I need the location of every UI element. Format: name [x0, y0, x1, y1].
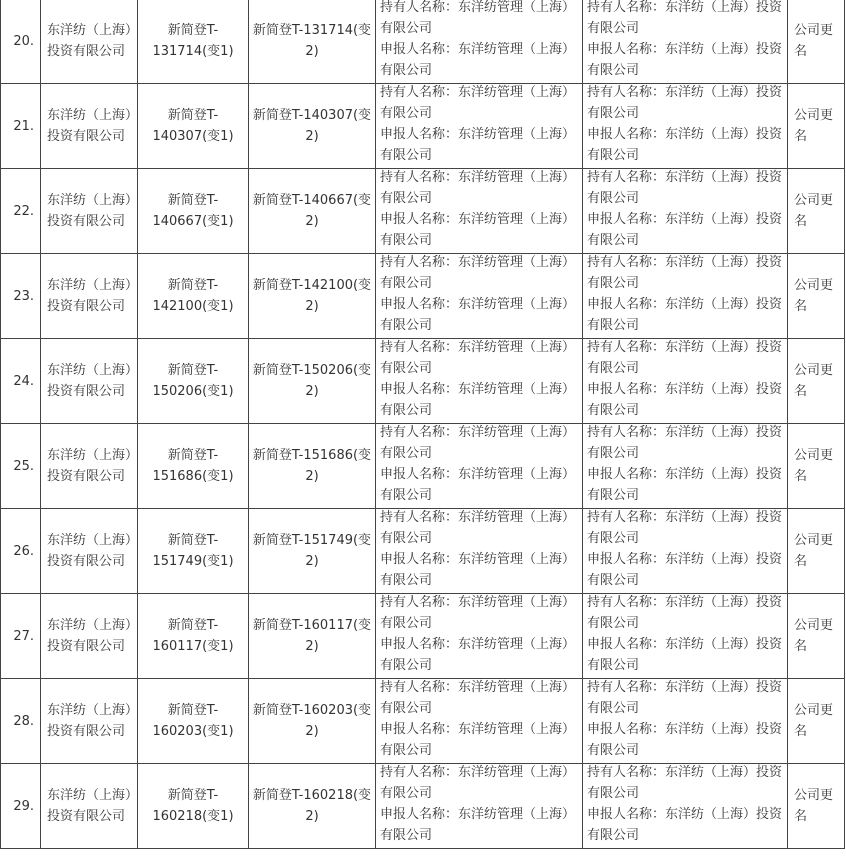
new-registration-code: 新简登T-140667(变2): [249, 169, 376, 254]
original-registration-code: 新简登T-160117(变1): [138, 594, 249, 679]
content-after-change: [583, 0, 788, 84]
change-type: 公司更名: [788, 169, 845, 254]
applicant-name-after: 申报人名称：东洋纺（上海）投资有限公司: [587, 42, 783, 78]
row-number: 25.: [1, 424, 41, 509]
applicant-name-after: 申报人名称：东洋纺（上海）投资有限公司: [587, 382, 783, 418]
applicant-name-before: 申报人名称：东洋纺管理（上海）有限公司: [380, 722, 576, 758]
applicant-name-after: 申报人名称：东洋纺（上海）投资有限公司: [587, 807, 783, 843]
holder-name-before: 持有人名称：东洋纺管理（上海）有限公司: [380, 255, 576, 291]
row-number: 28.: [1, 679, 41, 764]
applicant-name-after: 申报人名称：东洋纺（上海）投资有限公司: [587, 722, 783, 758]
original-registration-code: 新简登T-140307(变1): [138, 84, 249, 169]
change-type: 公司更名: [788, 509, 845, 594]
applicant-name-after: 申报人名称：东洋纺（上海）投资有限公司: [587, 297, 783, 333]
table-row: [1, 339, 845, 424]
holder-name-before: 持有人名称：东洋纺管理（上海）有限公司: [380, 595, 576, 631]
applicant-name-before: 申报人名称：东洋纺管理（上海）有限公司: [380, 42, 576, 78]
applicant-name-before: 申报人名称：东洋纺管理（上海）有限公司: [380, 637, 576, 673]
change-type: 公司更名: [788, 424, 845, 509]
content-after-change: [583, 679, 788, 764]
content-after-change: [583, 339, 788, 424]
holder-name-after: 持有人名称：东洋纺（上海）投资有限公司: [587, 340, 783, 376]
change-type: 公司更名: [788, 0, 845, 84]
holder-name-after: 持有人名称：东洋纺（上海）投资有限公司: [587, 85, 783, 121]
row-number: 24.: [1, 339, 41, 424]
holder-name-before: 持有人名称：东洋纺管理（上海）有限公司: [380, 765, 576, 801]
holder-name-before: 持有人名称：东洋纺管理（上海）有限公司: [380, 170, 576, 206]
applicant-name-after: 申报人名称：东洋纺（上海）投资有限公司: [587, 212, 783, 248]
applicant-name-before: 申报人名称：东洋纺管理（上海）有限公司: [380, 552, 576, 588]
applicant-name-after: 申报人名称：东洋纺（上海）投资有限公司: [587, 637, 783, 673]
content-before-change: [376, 84, 583, 169]
table-row: [1, 764, 845, 849]
content-after-change: [583, 509, 788, 594]
change-type: 公司更名: [788, 594, 845, 679]
original-registration-code: 新简登T-160203(变1): [138, 679, 249, 764]
applicant-company: 东洋纺（上海）投资有限公司: [41, 424, 138, 509]
applicant-company: 东洋纺（上海）投资有限公司: [41, 509, 138, 594]
content-after-change: [583, 424, 788, 509]
new-registration-code: 新简登T-160218(变2): [249, 764, 376, 849]
holder-name-after: 持有人名称：东洋纺（上海）投资有限公司: [587, 0, 783, 36]
applicant-company: 东洋纺（上海）投资有限公司: [41, 84, 138, 169]
new-registration-code: 新简登T-142100(变2): [249, 254, 376, 339]
content-before-change: [376, 424, 583, 509]
table-row: [1, 0, 845, 84]
content-before-change: [376, 254, 583, 339]
applicant-company: 东洋纺（上海）投资有限公司: [41, 0, 138, 84]
content-after-change: [583, 84, 788, 169]
new-registration-code: 新简登T-160117(变2): [249, 594, 376, 679]
applicant-name-before: 申报人名称：东洋纺管理（上海）有限公司: [380, 212, 576, 248]
original-registration-code: 新简登T-151749(变1): [138, 509, 249, 594]
new-registration-code: 新简登T-150206(变2): [249, 339, 376, 424]
original-registration-code: 新简登T-131714(变1): [138, 0, 249, 84]
original-registration-code: 新简登T-142100(变1): [138, 254, 249, 339]
holder-name-before: 持有人名称：东洋纺管理（上海）有限公司: [380, 680, 576, 716]
row-number: 26.: [1, 509, 41, 594]
content-before-change: [376, 594, 583, 679]
content-after-change: [583, 254, 788, 339]
row-number: 20.: [1, 0, 41, 84]
applicant-company: 东洋纺（上海）投资有限公司: [41, 169, 138, 254]
holder-name-after: 持有人名称：东洋纺（上海）投资有限公司: [587, 765, 783, 801]
row-number: 21.: [1, 84, 41, 169]
applicant-company: 东洋纺（上海）投资有限公司: [41, 679, 138, 764]
original-registration-code: 新简登T-150206(变1): [138, 339, 249, 424]
content-before-change: [376, 339, 583, 424]
holder-name-before: 持有人名称：东洋纺管理（上海）有限公司: [380, 85, 576, 121]
new-registration-code: 新简登T-140307(变2): [249, 84, 376, 169]
row-number: 22.: [1, 169, 41, 254]
content-before-change: [376, 169, 583, 254]
table-row: [1, 169, 845, 254]
applicant-company: 东洋纺（上海）投资有限公司: [41, 254, 138, 339]
row-number: 23.: [1, 254, 41, 339]
table-row: [1, 254, 845, 339]
applicant-name-after: 申报人名称：东洋纺（上海）投资有限公司: [587, 552, 783, 588]
original-registration-code: 新简登T-151686(变1): [138, 424, 249, 509]
content-before-change: [376, 764, 583, 849]
change-type: 公司更名: [788, 339, 845, 424]
table-row: [1, 594, 845, 679]
applicant-company: 东洋纺（上海）投资有限公司: [41, 339, 138, 424]
applicant-name-before: 申报人名称：东洋纺管理（上海）有限公司: [380, 807, 576, 843]
change-type: 公司更名: [788, 764, 845, 849]
row-number: 29.: [1, 764, 41, 849]
holder-name-before: 持有人名称：东洋纺管理（上海）有限公司: [380, 425, 576, 461]
applicant-company: 东洋纺（上海）投资有限公司: [41, 594, 138, 679]
new-registration-code: 新简登T-151686(变2): [249, 424, 376, 509]
new-registration-code: 新简登T-151749(变2): [249, 509, 376, 594]
holder-name-after: 持有人名称：东洋纺（上海）投资有限公司: [587, 595, 783, 631]
holder-name-before: 持有人名称：东洋纺管理（上海）有限公司: [380, 0, 576, 36]
applicant-name-before: 申报人名称：东洋纺管理（上海）有限公司: [380, 382, 576, 418]
table-row: [1, 424, 845, 509]
holder-name-before: 持有人名称：东洋纺管理（上海）有限公司: [380, 510, 576, 546]
table-row: [1, 84, 845, 169]
holder-name-after: 持有人名称：东洋纺（上海）投资有限公司: [587, 170, 783, 206]
row-number: 27.: [1, 594, 41, 679]
applicant-name-before: 申报人名称：东洋纺管理（上海）有限公司: [380, 127, 576, 163]
applicant-name-before: 申报人名称：东洋纺管理（上海）有限公司: [380, 297, 576, 333]
applicant-name-after: 申报人名称：东洋纺（上海）投资有限公司: [587, 127, 783, 163]
holder-name-after: 持有人名称：东洋纺（上海）投资有限公司: [587, 510, 783, 546]
original-registration-code: 新简登T-140667(变1): [138, 169, 249, 254]
new-registration-code: 新简登T-131714(变2): [249, 0, 376, 84]
new-registration-code: 新简登T-160203(变2): [249, 679, 376, 764]
content-after-change: [583, 169, 788, 254]
content-before-change: [376, 0, 583, 84]
table-row: [1, 509, 845, 594]
content-after-change: [583, 594, 788, 679]
applicant-name-before: 申报人名称：东洋纺管理（上海）有限公司: [380, 467, 576, 503]
change-type: 公司更名: [788, 679, 845, 764]
change-type: 公司更名: [788, 254, 845, 339]
table-row: [1, 679, 845, 764]
holder-name-after: 持有人名称：东洋纺（上海）投资有限公司: [587, 680, 783, 716]
change-type: 公司更名: [788, 84, 845, 169]
applicant-name-after: 申报人名称：东洋纺（上海）投资有限公司: [587, 467, 783, 503]
holder-name-after: 持有人名称：东洋纺（上海）投资有限公司: [587, 255, 783, 291]
holder-name-before: 持有人名称：东洋纺管理（上海）有限公司: [380, 340, 576, 376]
original-registration-code: 新简登T-160218(变1): [138, 764, 249, 849]
content-before-change: [376, 679, 583, 764]
applicant-company: 东洋纺（上海）投资有限公司: [41, 764, 138, 849]
content-after-change: [583, 764, 788, 849]
content-before-change: [376, 509, 583, 594]
holder-name-after: 持有人名称：东洋纺（上海）投资有限公司: [587, 425, 783, 461]
